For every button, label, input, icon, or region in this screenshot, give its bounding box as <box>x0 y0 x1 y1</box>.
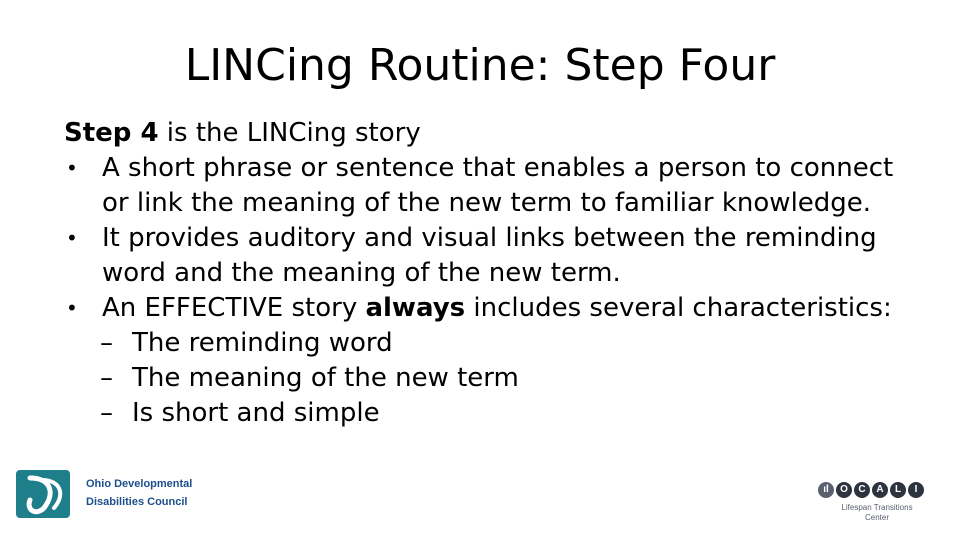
sub-item-text: Is short and simple <box>132 398 380 428</box>
sub-item <box>100 361 904 396</box>
ocali-letter: A <box>872 482 888 498</box>
sub-item <box>100 326 904 361</box>
intro-text: is the LINCing story <box>158 118 421 148</box>
sub-marker: – <box>100 363 113 393</box>
ocali-letter: O <box>836 482 852 498</box>
slide-body <box>64 116 904 431</box>
bullet-text-pre: An EFFECTIVE story <box>102 293 366 323</box>
ocali-caption: Center <box>864 513 889 522</box>
ocali-caption: Lifespan Transitions <box>841 503 913 512</box>
bullet-marker: • <box>66 156 78 180</box>
intro-bold: Step 4 <box>64 118 159 148</box>
bullet-text <box>102 291 904 326</box>
ocali-wordmark <box>818 482 926 498</box>
bullet-text: It provides auditory and visual links between the reminding word and the meaning of the new term. <box>102 223 877 288</box>
odd-council-logo-icon <box>16 470 70 518</box>
org-name-line: Disabilities Council <box>86 496 188 508</box>
bullet-marker: • <box>66 296 78 320</box>
bullet-text-bold: always <box>365 293 466 323</box>
bullet-text: A short phrase or sentence that enables a person to connect or link the meaning of the new term to familiar knowledge. <box>102 153 894 218</box>
intro-line <box>64 116 904 151</box>
bullet-text-post: includes several characteristics: <box>465 293 892 323</box>
sub-item-text: The reminding word <box>132 328 393 358</box>
sub-marker: – <box>100 328 113 358</box>
slide-title: LINCing Routine: Step Four <box>184 40 776 91</box>
bullet-item <box>64 221 904 291</box>
org-name-line: Ohio Developmental <box>86 478 193 490</box>
ocali-symbol-icon: ıl <box>818 482 834 498</box>
ocali-letter: C <box>854 482 870 498</box>
ocali-letter: I <box>908 482 924 498</box>
sub-item-text: The meaning of the new term <box>132 363 519 393</box>
sub-marker: – <box>100 398 113 428</box>
bullet-item <box>64 291 904 326</box>
sub-item <box>100 396 904 431</box>
bullet-marker: • <box>66 226 78 250</box>
bullet-item <box>64 151 904 221</box>
ocali-letter: L <box>890 482 906 498</box>
ocali-logo <box>818 482 930 524</box>
odd-council-logo <box>16 468 226 522</box>
